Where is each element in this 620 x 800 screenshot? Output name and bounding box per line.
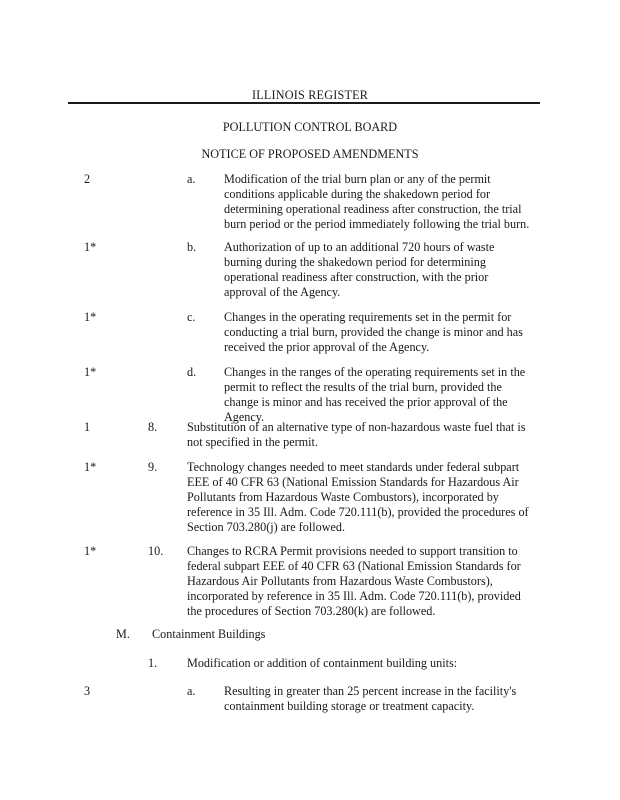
header-rule: [68, 102, 540, 104]
category-number: 1*: [84, 544, 97, 558]
category-number: 1*: [84, 240, 97, 254]
item-label: b.: [187, 240, 197, 254]
category-number: 1: [84, 420, 91, 434]
section-title: Containment Buildings: [152, 627, 266, 641]
item-label: a.: [187, 172, 196, 186]
item-label: a.: [187, 684, 196, 698]
item-text: Changes in the ranges of the operating requirements set in the permit to reflect the results of the trial burn, provided the change is minor and has received the prior approval of the Agency.: [224, 365, 526, 424]
section-label: M.: [116, 627, 130, 641]
category-number: 1*: [84, 460, 97, 474]
item-text: Changes to RCRA Permit provisions needed to support transition to federal subpart EEE of 40 CFR 63 (National Emission Standards for Hazardous Air Pollutants from Hazardous Waste Combustors), incorporated by reference in 35 Ill. Adm. Code 720.111(b), provided the procedures of Section 703.280(k) are followed.: [187, 544, 521, 618]
category-number: 1*: [84, 310, 97, 324]
item-text: Changes in the operating requirements set in the permit for conducting a trial burn, provided the change is minor and has received the prior approval of the Agency.: [224, 310, 523, 354]
item-label: 8.: [148, 420, 158, 434]
item-label: 1.: [148, 656, 158, 670]
item-label: d.: [187, 365, 197, 379]
item-text: Modification of the trial burn plan or any of the permit conditions applicable during the shakedown period for determining operational readiness after construction, the trial burn period or the period immediately following the trial burn.: [224, 172, 530, 231]
item-label: c.: [187, 310, 196, 324]
register-title: ILLINOIS REGISTER: [251, 88, 369, 102]
notice-title: NOTICE OF PROPOSED AMENDMENTS: [201, 147, 419, 161]
item-text: Modification or addition of containment building units:: [187, 656, 458, 670]
category-number: 3: [84, 684, 91, 698]
item-label: 9.: [148, 460, 158, 474]
item-label: 10.: [148, 544, 164, 558]
category-number: 2: [84, 172, 91, 186]
item-text: Substitution of an alternative type of non-hazardous waste fuel that is not specified in the permit.: [187, 420, 526, 449]
item-text: Technology changes needed to meet standards under federal subpart EEE of 40 CFR 63 (National Emission Standards for Hazardous Air Pollutants from Hazardous Waste Combustors), incorporated by reference in 35 Ill. Adm. Code 720.111(b), provided the procedures of Section 703.280(j) are followed.: [187, 460, 529, 534]
board-title: POLLUTION CONTROL BOARD: [222, 120, 398, 134]
item-text: Resulting in greater than 25 percent increase in the facility's containment building storage or treatment capacity.: [224, 684, 517, 713]
item-text: Authorization of up to an additional 720 hours of waste burning during the shakedown period for determining operational readiness after construction, with the prior approval of the Agency.: [224, 240, 495, 299]
category-number: 1*: [84, 365, 97, 379]
